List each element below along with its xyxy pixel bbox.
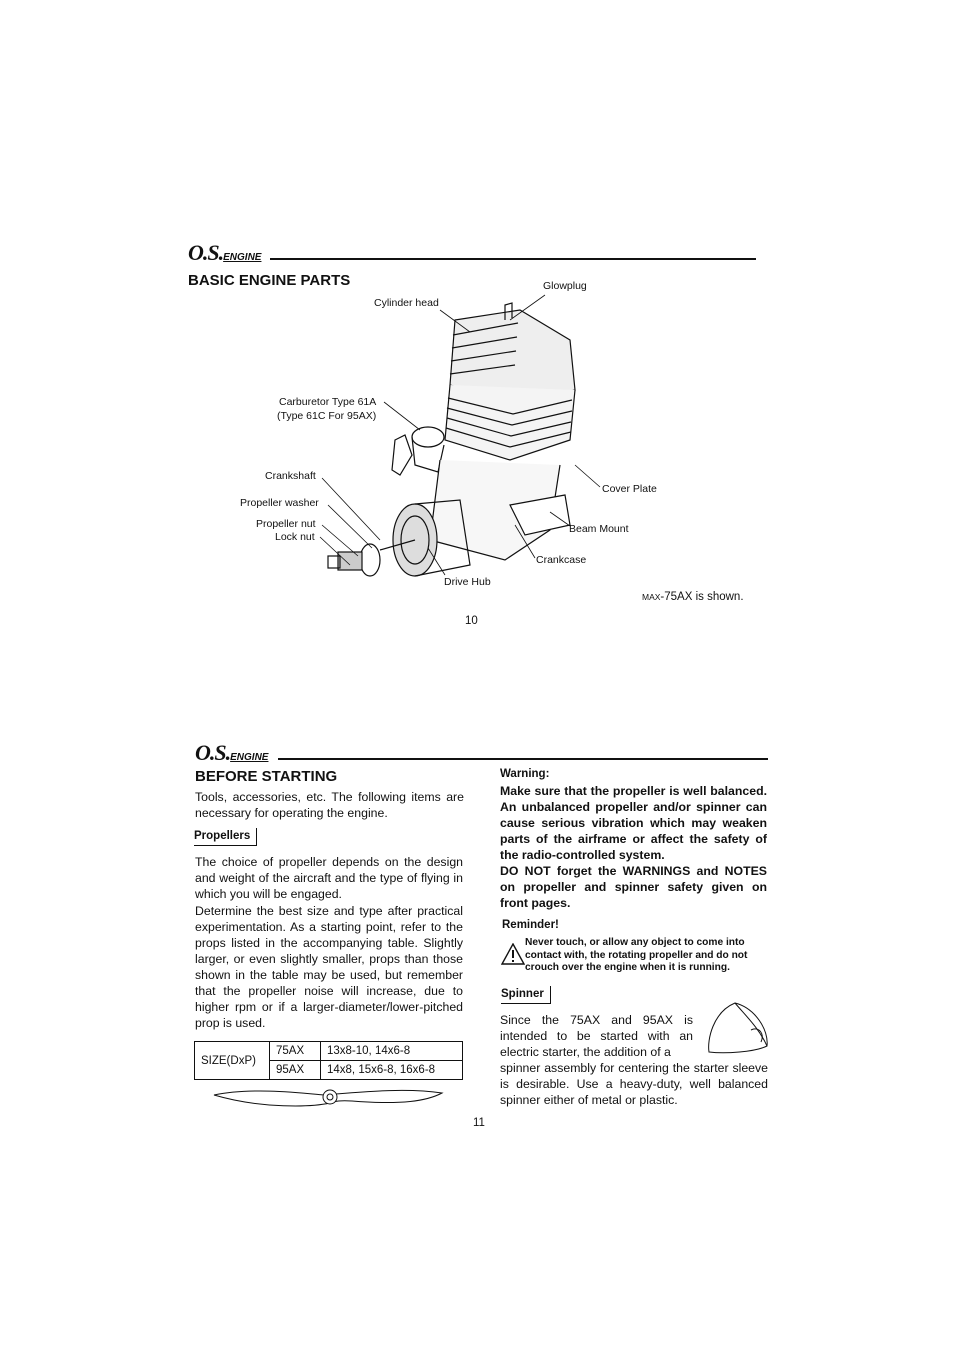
label-propeller-nut: Propeller nut [256,518,316,530]
table-sizes: 13x8-10, 14x6-8 [321,1042,463,1061]
spinner-paragraph-2: spinner assembly for centering the starter sleeve is desirable. Use a heavy-duty, well balanced spinner either of metal or plastic. [500,1061,768,1107]
propellers-paragraph-1: The choice of propeller depends on the design and weight of the aircraft and the type of flying in which you will be engaged. [195,855,463,901]
label-lock-nut: Lock nut [275,531,315,543]
reminder-title: Reminder! [502,919,559,931]
intro-text: Tools, accessories, etc. The following items are necessary for operating the engine. [195,790,464,820]
spinner-heading: Spinner [501,986,551,1004]
label-carburetor: Carburetor Type 61A [279,396,377,408]
warning-triangle-icon [501,943,525,965]
os-engine-logo: O.S.ENGINE [195,740,269,765]
warning-paragraph-2: DO NOT forget the WARNINGS and NOTES on propeller and spinner safety given on front pages. [500,864,767,910]
table-model: 95AX [270,1061,321,1080]
prop-size-table [194,1041,463,1080]
warning-title: Warning: [500,768,550,780]
spinner-paragraph-1: Since the 75AX and 95AX is intended to be started with an electric starter, the addition of a [500,1013,693,1059]
label-crankcase: Crankcase [536,554,587,566]
label-carburetor-note: (Type 61C For 95AX) [277,410,377,422]
table-header: SIZE(DxP) [195,1042,270,1080]
reminder-text: Never touch, or allow any object to come into contact with, the rotating propeller and do not crouch over the engine when it is running. [525,937,748,973]
page-number: 11 [473,1117,485,1129]
os-engine-logo: O.S.ENGINE [188,240,262,265]
spinner-illustration [705,1000,771,1056]
warning-paragraph-1: Make sure that the propeller is well balanced. An unbalanced propeller and/or spinner can cause serious vibration which may weaken parts of the airframe or affect the safety of the radio-controlled system. [500,784,767,862]
label-beam-mount: Beam Mount [569,523,629,535]
label-glowplug: Glowplug [543,280,587,292]
propellers-heading: Propellers [194,828,257,846]
label-cover-plate: Cover Plate [602,483,657,495]
propeller-illustration [212,1085,444,1111]
model-caption: MAX-75AX is shown. [642,591,744,603]
label-crankshaft: Crankshaft [265,470,316,482]
section-title: BASIC ENGINE PARTS [188,272,351,289]
label-cylinder-head: Cylinder head [374,297,439,309]
page-number: 10 [465,615,478,627]
label-propeller-washer: Propeller washer [240,497,319,509]
table-model: 75AX [270,1042,321,1061]
label-drive-hub: Drive Hub [444,576,491,588]
table-sizes: 14x8, 15x6-8, 16x6-8 [321,1061,463,1080]
header-rule [278,758,768,760]
propellers-paragraph-2: Determine the best size and type after practical experimentation. As a starting point, refer to the props listed in the accompanying table. Slightly larger, or even slightly smaller, props than those shown in the table may be used, but remember that the propeller noise will increase, due to higher rpm or if a larger-diameter/lower-pitched prop is used. [195,904,463,1030]
leader-lines [0,0,954,620]
section-title: BEFORE STARTING [195,768,338,785]
